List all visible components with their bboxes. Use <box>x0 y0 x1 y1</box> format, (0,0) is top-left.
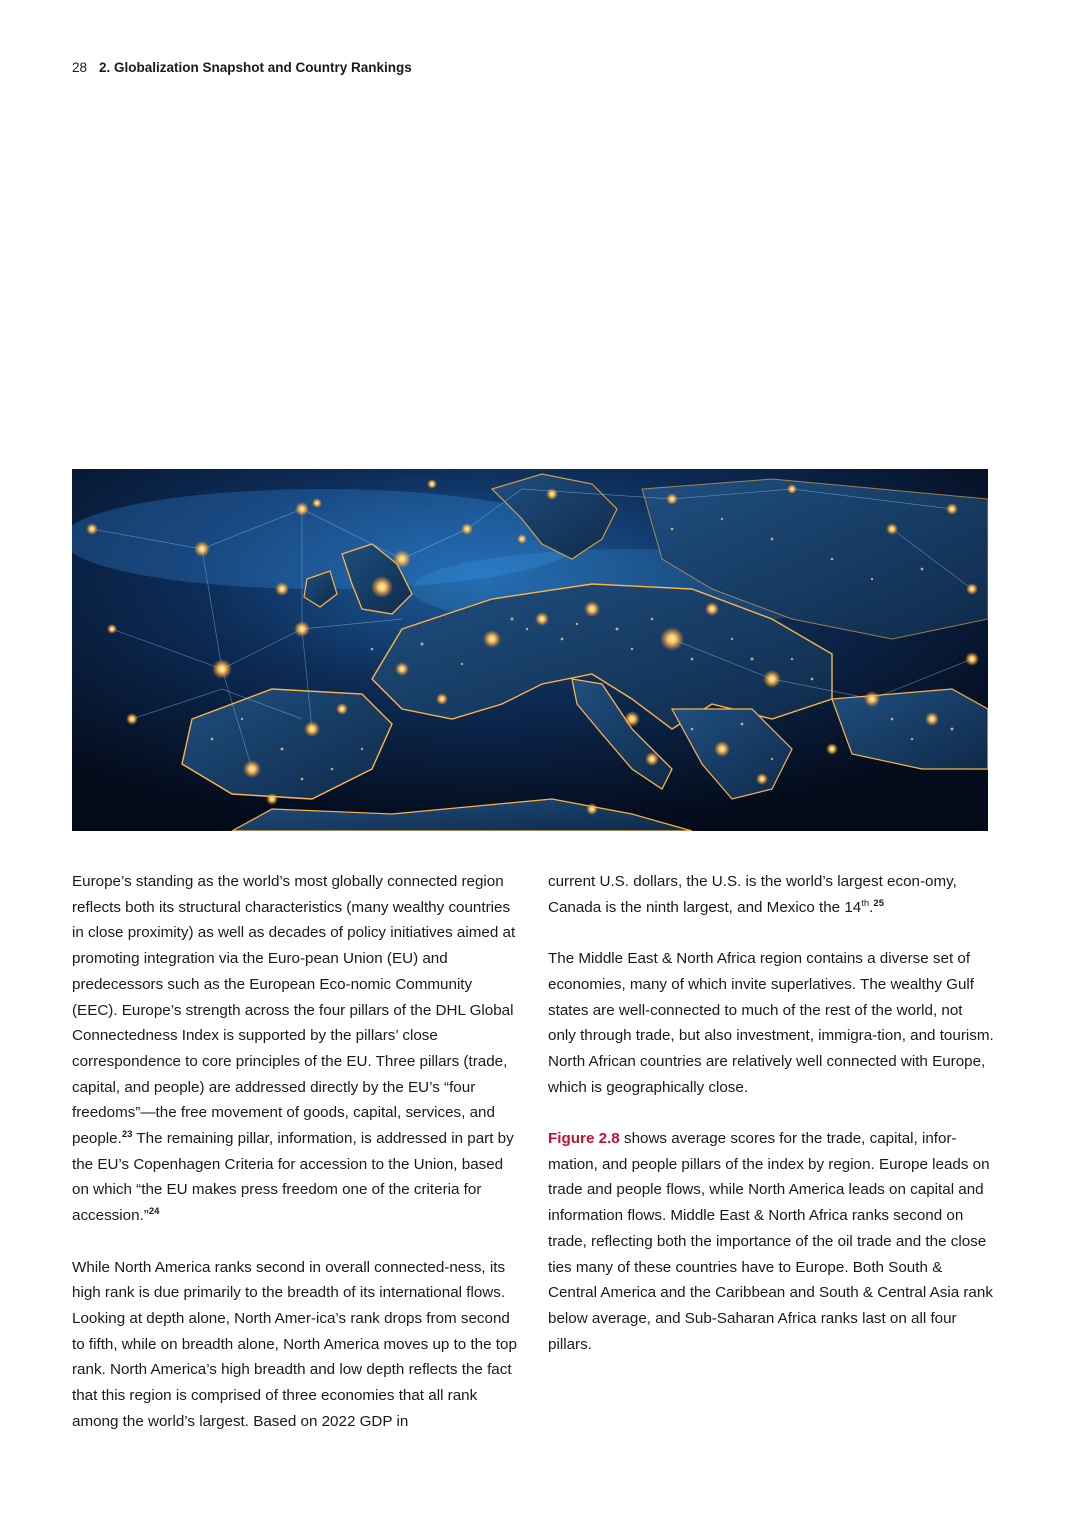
right-text-column <box>548 869 994 1383</box>
figure-2-8-link[interactable]: Figure 2.8 <box>548 1130 620 1147</box>
footnote-ref-24[interactable]: 24 <box>148 1206 160 1218</box>
page-number: 28 <box>72 60 88 75</box>
paragraph-europe <box>72 869 520 1229</box>
europe-night-lights-network-image <box>72 469 988 831</box>
paragraph-middle-east: The Middle East & North Africa region contains a diverse set of economies, many of which invite superlatives. The wealthy Gulf states are well-connected to much of the rest of the world, not only through trade, but also investment, immigra-tion, and tourism. North African countries are relatively well connected with Europe, which is geographically close. <box>548 950 994 1096</box>
footnote-ref-23[interactable]: 23 <box>121 1128 133 1140</box>
ordinal-suffix: th <box>861 897 870 909</box>
gdp-text-a: current U.S. dollars, the U.S. is the world’s largest econ-omy, Canada is the ninth largest, and Mexico the 14 <box>548 873 957 916</box>
europe-text-b: The remaining pillar, information, is addressed in part by the EU’s Copenhagen Criteria for accession to the Union, based on which “the EU makes press freedom one of the criteria for accession.” <box>72 1130 514 1225</box>
section-title: 2. Globalization Snapshot and Country Rankings <box>99 60 412 75</box>
europe-text-a: Europe’s standing as the world’s most globally connected region reflects both its structural characteristics (many wealthy countries in close proximity) as well as decades of policy initiatives aimed at promoting integration via the Euro-pean Union (EU) and predecessors such as the European Eco-nomic Community (EEC). Europe’s strength across the four pillars of the DHL Global Connectedness Index is supported by the pillars’ close correspondence to core principles of the EU. Three pillars (trade, capital, and people) are addressed directly by the EU’s “four freedoms”—the free movement of goods, capital, services, and people. <box>72 873 516 1148</box>
paragraph-figure-2-8 <box>548 1126 994 1357</box>
left-text-column <box>72 869 520 1460</box>
running-header <box>72 58 412 78</box>
paragraph-gdp <box>548 869 994 920</box>
gdp-text-b: . <box>869 898 874 916</box>
footnote-ref-25[interactable]: 25 <box>873 897 884 909</box>
figure-text: shows average scores for the trade, capital, infor-mation, and people pillars of the index by region. Europe leads on trade and people flows, while North America leads on capital and information flows. Middle East & North Africa ranks second on trade, reflecting both the importance of the oil trade and the close ties many of these countries have to Europe. Both South & Central America and the Caribbean and South & Central Asia rank below average, and Sub-Saharan Africa ranks last on all four pillars. <box>548 1130 993 1353</box>
paragraph-north-america: While North America ranks second in overall connected-ness, its high rank is due primarily to the breadth of its international flows. Looking at depth alone, North Amer-ica’s rank drops from second to fifth, while on breadth alone, North America moves up to the top rank. North America’s high breadth and low depth reflects the fact that this region is comprised of three economies that all rank among the world’s largest. Based on 2022 GDP in <box>72 1258 517 1430</box>
europe-map-illustration <box>72 469 988 831</box>
